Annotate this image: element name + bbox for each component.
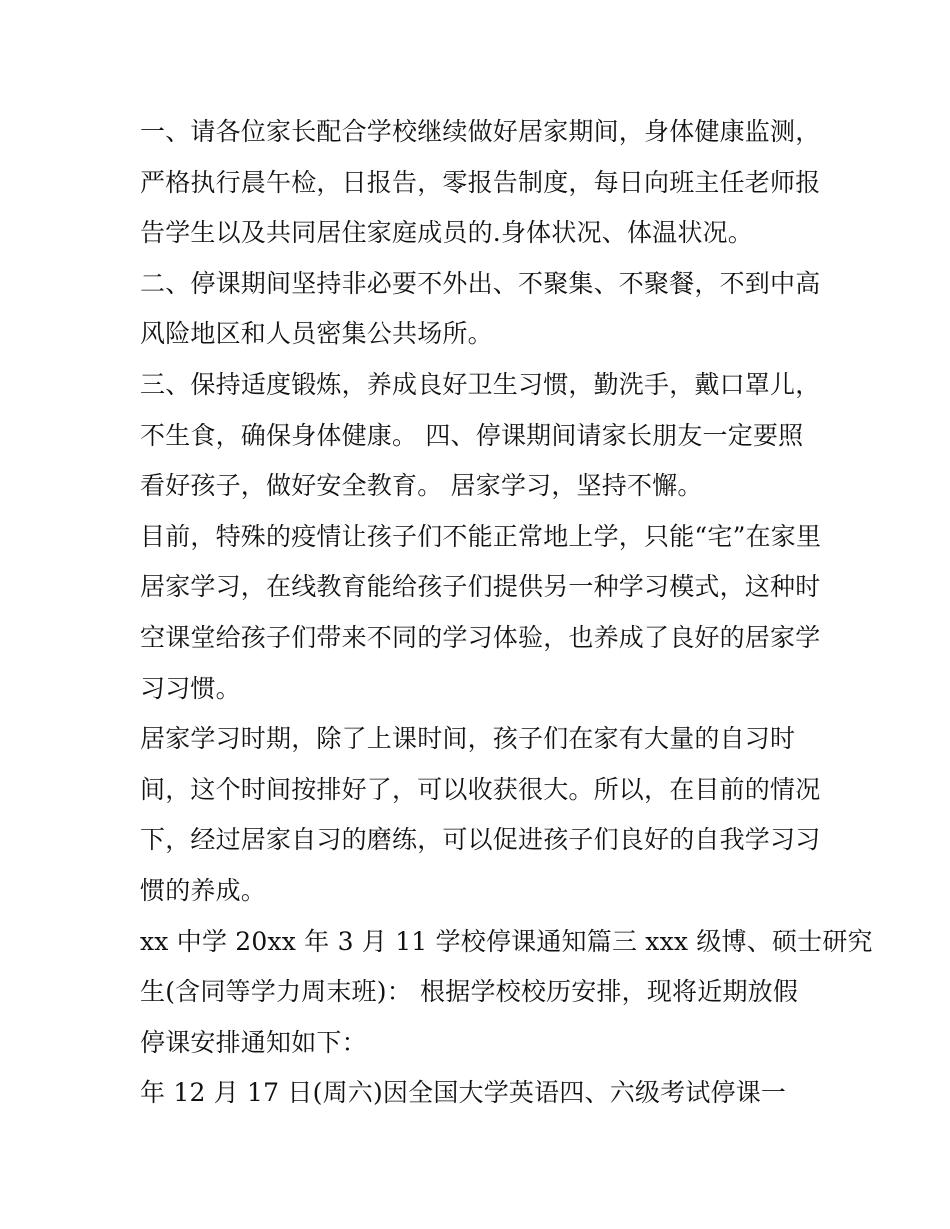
text-line: 风险地区和人员密集公共场所。	[140, 319, 493, 349]
text-line: xx 中学 20xx 年 3 月 11 学校停课通知篇三 xxx 级博、硕士研究	[140, 926, 873, 956]
text-line: 二、停课期间坚持非必要不外出、不聚集、不聚餐，不到中高	[140, 268, 821, 298]
text-line: 停课安排通知如下：	[140, 1027, 367, 1057]
text-line: 空课堂给孩子们带来不同的学习体验，也养成了良好的居家学	[140, 622, 821, 652]
text-line: 三、保持适度锻炼，养成良好卫生习惯，勤洗手，戴口罩儿，	[140, 369, 821, 399]
text-line: 看好孩子，做好安全教育。 居家学习，坚持不懈。	[140, 471, 703, 501]
text-line: 居家学习，在线教育能给孩子们提供另一种学习模式，这种时	[140, 572, 821, 602]
text-line: 下，经过居家自习的磨练，可以促进孩子们良好的自我学习习	[140, 825, 821, 855]
text-line: 不生食，确保身体健康。 四、停课期间请家长朋友一定要照	[140, 420, 804, 450]
text-line: 严格执行晨午检，日报告，零报告制度，每日向班主任老师报	[140, 167, 821, 197]
text-line: 告学生以及共同居住家庭成员的.身体状况、体温状况。	[140, 218, 753, 248]
text-line: 惯的养成。	[140, 875, 267, 905]
text-line: 目前，特殊的疫情让孩子们不能正常地上学，只能“宅”在家里	[140, 521, 822, 551]
text-line: 间，这个时间按排好了，可以收获很大。所以，在目前的情况	[140, 774, 821, 804]
text-line: 居家学习时期，除了上课时间，孩子们在家有大量的自习时	[140, 724, 796, 754]
text-line: 年 12 月 17 日(周六)因全国大学英语四、六级考试停课一	[140, 1078, 787, 1108]
text-line: 生(含同等学力周末班)： 根据学校校历安排，现将近期放假	[140, 977, 799, 1007]
text-line: 习习惯。	[140, 673, 241, 703]
text-line: 一、请各位家长配合学校继续做好居家期间，身体健康监测，	[140, 117, 821, 146]
